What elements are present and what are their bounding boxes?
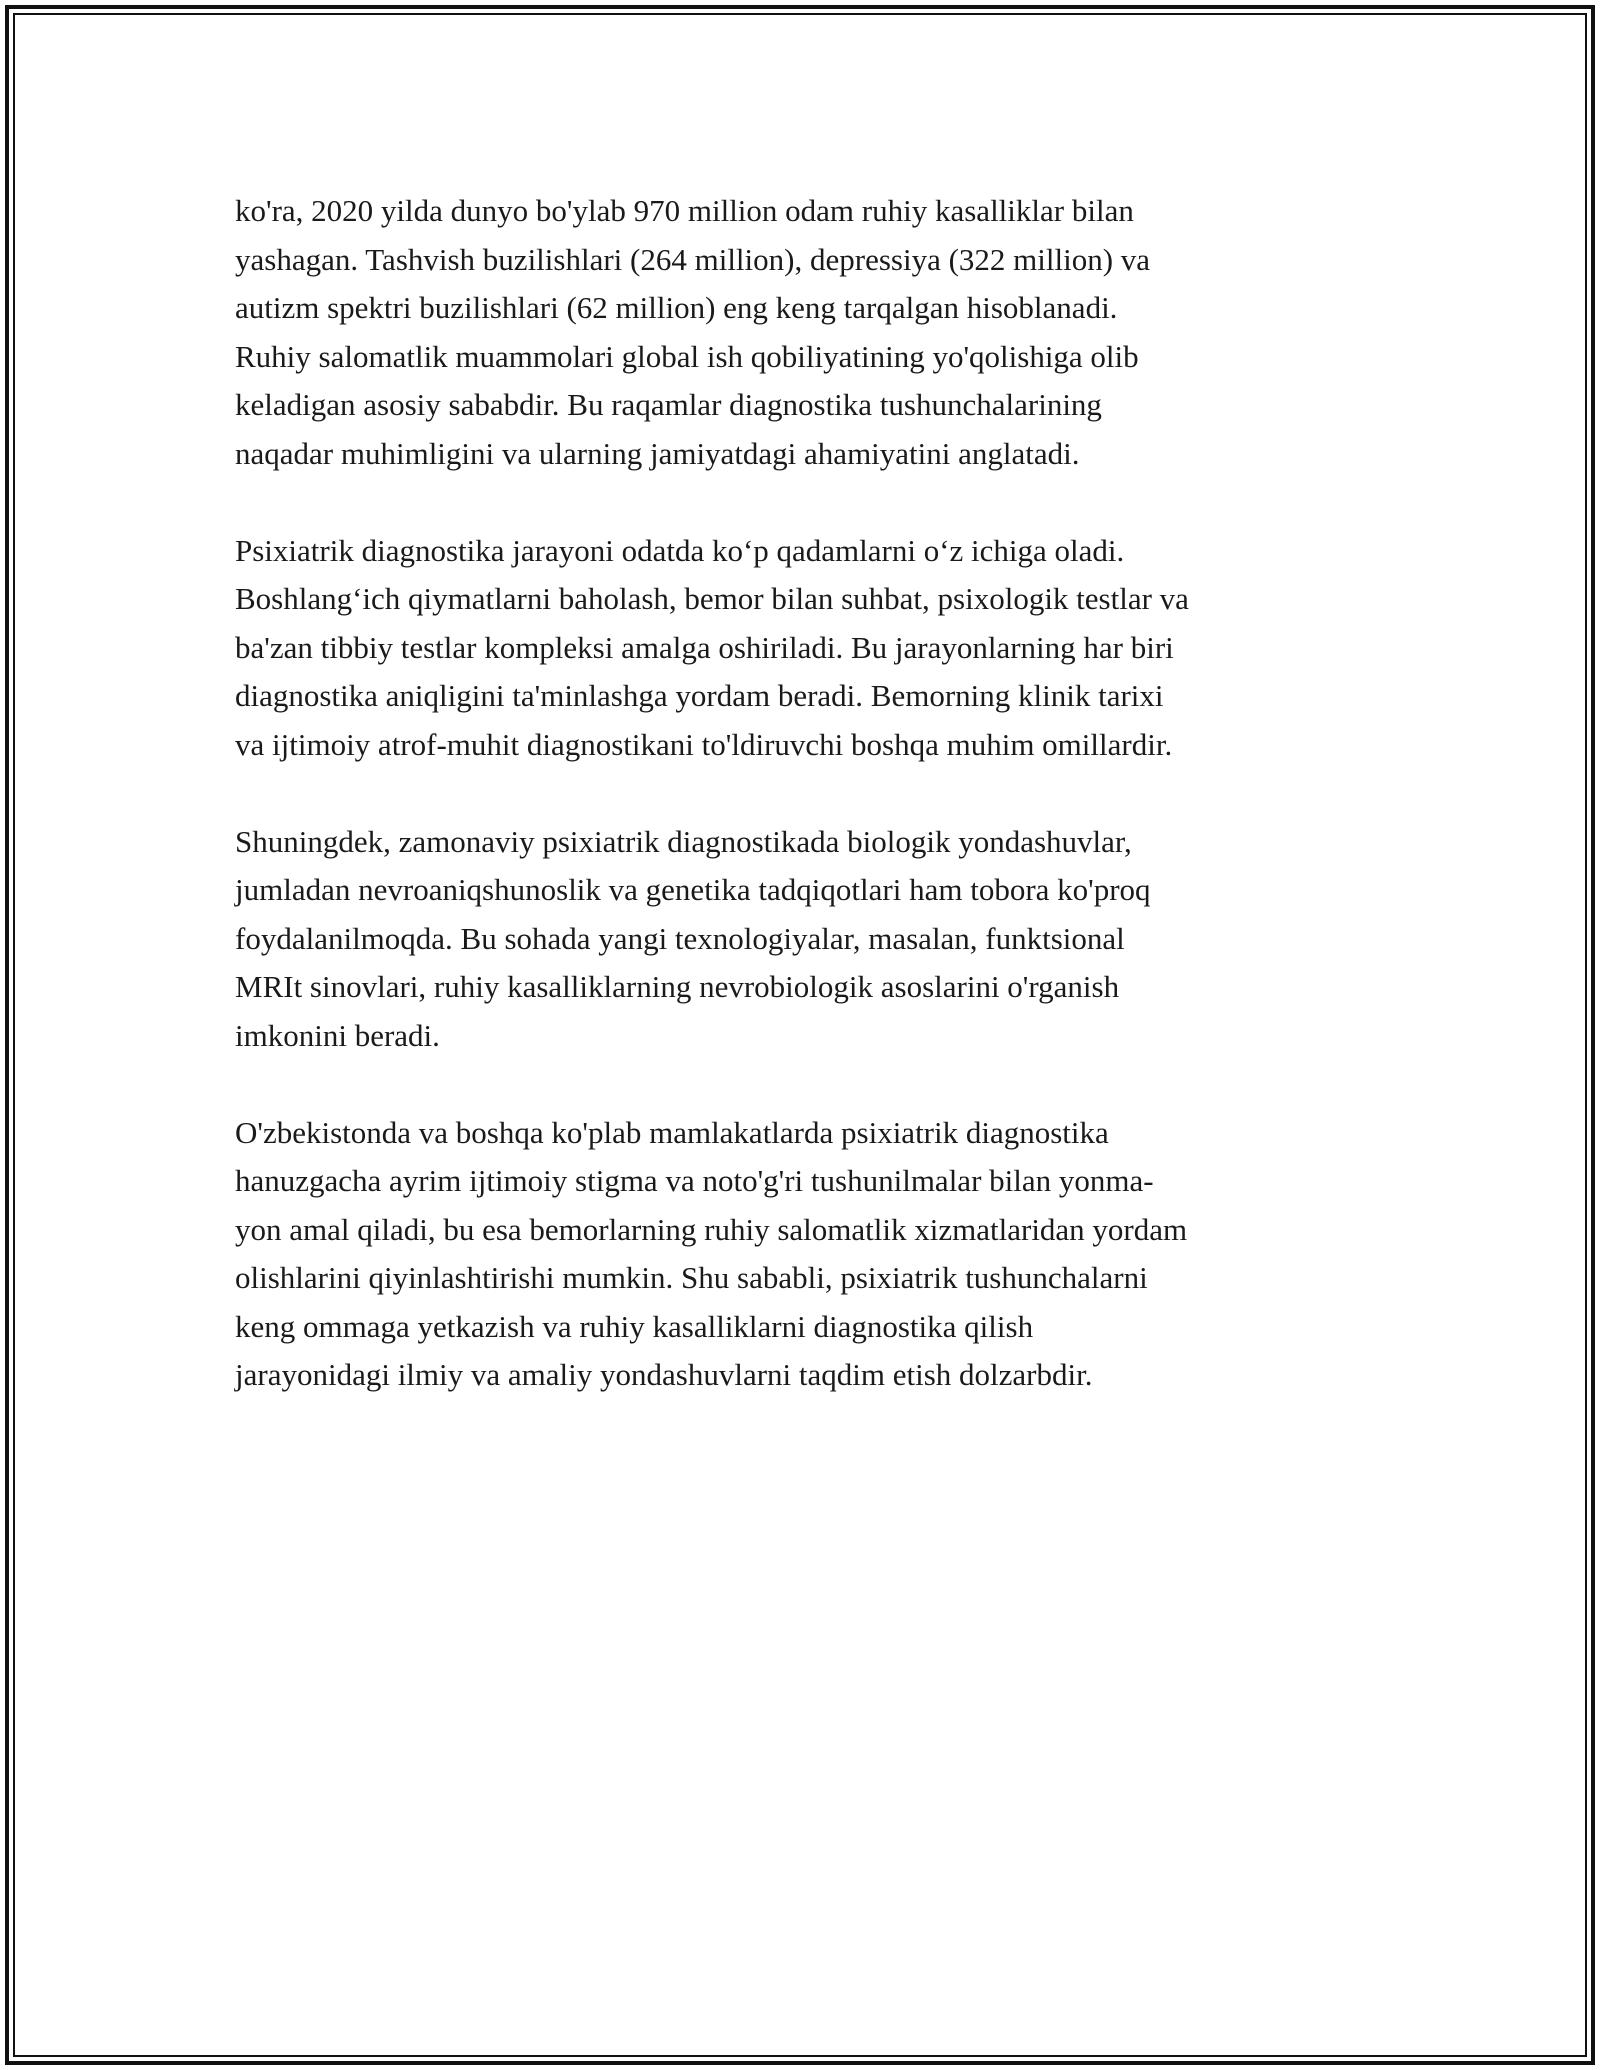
text-line: diagnostika aniqligini ta'minlashga yordam beradi. Bemorning klinik tarixi — [235, 678, 1164, 713]
text-line: O'zbekistonda va boshqa ko'plab mamlakatlarda psixiatrik diagnostika — [235, 1114, 1109, 1150]
text-line: keladigan asosiy sababdir. Bu raqamlar diagnostika tushunchalarining — [235, 387, 1102, 422]
text-line: Psixiatrik diagnostika jarayoni odatda ko‘p qadamlarni o‘z ichiga oladi. — [235, 532, 1125, 568]
text-line: ko'ra, 2020 yilda dunyo bo'ylab 970 million odam ruhiy kasalliklar bilan — [235, 193, 1134, 228]
paragraph-biological-approaches — [235, 818, 1375, 1061]
text-line: hanuzgacha ayrim ijtimoiy stigma va noto'g'ri tushunilmalar bilan yonma- — [235, 1163, 1154, 1198]
text-line: naqadar muhimligini va ularning jamiyatdagi ahamiyatini anglatadi. — [235, 435, 1080, 471]
text-line: Ruhiy salomatlik muammolari global ish qobiliyatining yo'qolishiga olib — [235, 338, 1139, 374]
text-line: yashagan. Tashvish buzilishlari (264 million), depressiya (322 million) va — [235, 241, 1151, 277]
text-line: autizm spektri buzilishlari (62 million) eng keng tarqalgan hisoblanadi. — [235, 290, 1118, 325]
text-line: Boshlang‘ich qiymatlarni baholash, bemor bilan suhbat, psixologik testlar va — [235, 581, 1189, 616]
text-line: yon amal qiladi, bu esa bemorlarning ruhiy salomatlik xizmatlaridan yordam — [235, 1211, 1188, 1247]
text-line: foydalanilmoqda. Bu sohada yangi texnologiyalar, masalan, funktsional — [235, 920, 1125, 956]
text-line: MRIt sinovlari, ruhiy kasalliklarning nevrobiologik asoslarini o'rganish — [235, 969, 1120, 1004]
paragraph-diagnostic-process — [235, 527, 1375, 770]
document-body — [235, 187, 1375, 1448]
text-line: jumladan nevroaniqshunoslik va genetika tadqiqotlari ham tobora ko'proq — [235, 872, 1151, 907]
text-line: va ijtimoiy atrof-muhit diagnostikani to'ldiruvchi boshqa muhim omillardir. — [235, 726, 1173, 762]
text-line: keng ommaga yetkazish va ruhiy kasalliklarni diagnostika qilish — [235, 1308, 1034, 1344]
text-line: jarayonidagi ilmiy va amaliy yondashuvlarni taqdim etish dolzarbdir. — [235, 1357, 1093, 1392]
text-line: Shuningdek, zamonaviy psixiatrik diagnostikada biologik yondashuvlar, — [235, 823, 1132, 859]
text-line: imkonini beradi. — [235, 1017, 440, 1053]
text-line: olishlarini qiyinlashtirishi mumkin. Shu sababli, psixiatrik tushunchalarni — [235, 1260, 1148, 1295]
paragraph-statistics — [235, 187, 1375, 478]
paragraph-uzbekistan-context — [235, 1109, 1375, 1400]
text-line: ba'zan tibbiy testlar kompleksi amalga oshiriladi. Bu jarayonlarning har biri — [235, 629, 1174, 665]
